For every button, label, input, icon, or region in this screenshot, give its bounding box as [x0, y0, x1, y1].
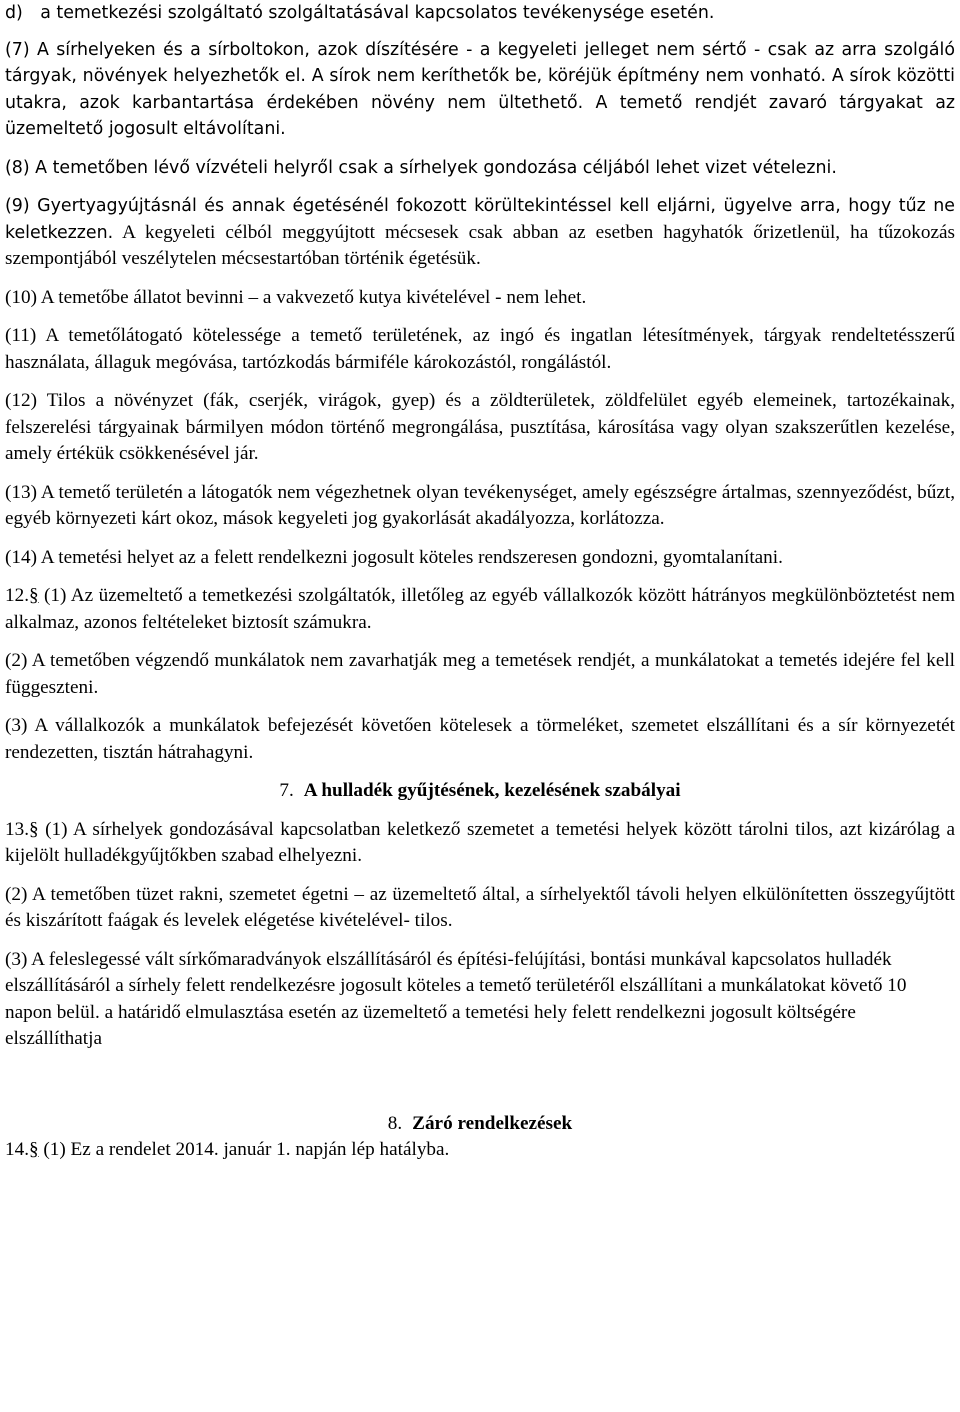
item-d: d) a temetkezési szolgáltató szolgáltatásával kapcsolatos tevékenysége esetén.: [5, 3, 715, 23]
section-12-paragraph-2: (2) A temetőben végzendő munkálatok nem zavarhatják meg a temetések rendjét, a munkálatokat a temetés idejére fel kell függeszteni.: [5, 650, 955, 698]
paragraph-11: (11) A temetőlátogató kötelessége a temető területének, az ingó és ingatlan létesítmények, tárgyak rendeltetésszerű használata, állaguk megóvása, tartózkodás bármiféle károkozástól, rongálástól.: [5, 325, 955, 373]
section-14-paragraph-1: [5, 1137, 955, 1164]
paragraph-7: (7) A sírhelyeken és a sírboltokon, azok díszítésére - a kegyeleti jelleget nem sértő - csak az arra szolgáló tárgyak, növények helyezhetők el. A sírok nem keríthetők be, köréjük építmény nem vonható. A sírok közötti utakra, azok karbantartása érdekében növény nem ültethető. A temető rendjét zavaró tárgyakat az üzemeltető jogosult eltávolítani.: [5, 39, 955, 139]
paragraph-12: (12) Tilos a növényzet (fák, cserjék, virágok, gyep) és a zöldterületek, zöldfelület egyéb elemeinek, tartozékainak, felszerelési tárgyainak bármilyen módon történő megrongálása, pusztítása, károsítása vagy olyan szakszerűtlen kezelése, amely értékük csökkenésével jár.: [5, 390, 955, 464]
section-14-p1-text: (1) Ez a rendelet 2014. január 1. napján lép hatályba.: [38, 1139, 450, 1160]
section-13-paragraph-1: [5, 817, 955, 870]
section-12-p1-text: (1) Az üzemeltető a temetkezési szolgáltatók, illetőleg az egyéb vállalkozók között hátrányos megkülönböztetést nem alkalmaz, azonos feltételeket biztosít számukra.: [5, 585, 955, 633]
chapter-8-number: 8.: [387, 1112, 403, 1134]
chapter-7-number: 7.: [279, 780, 294, 801]
section-13-paragraph-3: (3) A feleslegessé vált sírkőmaradványok elszállításáról és építési-felújítási, bontási munkával kapcsolatos hulladék elszállításáról a sírhely felett rendelkezésre jogosult köteles a temető területéről elszállítani a munkálatokat követő 10 napon belül. a határidő elmulasztása esetén az üzemeltető a temetési hely felett rendelkezni jogosult költségére elszállíthatja: [5, 948, 907, 1049]
paragraph-13: (13) A temető területén a látogatók nem végezhetnek olyan tevékenységet, amely egészségre ártalmas, szennyeződést, bűzt, egyéb környezeti kárt okoz, mások kegyeleti jog gyakorlását akadályozza, korlátozza.: [5, 481, 955, 529]
section-13-number: 13.: [5, 818, 29, 840]
spacer: [5, 1065, 955, 1111]
paragraph-9-sentence-2: A kegyeleti célból meggyújtott mécsesek csak abban az esetben hagyhatók őrizetlenül, ha tűzokozás szempontjából veszélytelen mécsestartóban történik égetésük.: [5, 221, 955, 269]
section-12-paragraph-3: (3) A vállalkozók a munkálatok befejezését követően kötelesek a törmeléket, szemetet elszállítani és a sír környezetét rendezetten, tisztán hátrahagyni.: [5, 715, 955, 763]
document-page: [5, 0, 955, 1176]
paragraph-9-sentence-1: (9) Gyertyagyújtásnál és annak égetésénél fokozott körültekintéssel kell eljárni, ügyelve arra, hogy tűz ne keletkezzen.: [5, 196, 955, 243]
paragraph-9: [5, 193, 955, 273]
chapter-8-heading: [5, 1111, 955, 1138]
section-13-p1-text: (1) A sírhelyek gondozásával kapcsolatban keletkező szemetet a temetési helyek között tárolni tilos, azt kizárólag a kijelölt hulladékgyűjtőkben szabad elhelyezni.: [5, 818, 955, 866]
paragraph-8: (8) A temetőben lévő vízvételi helyről csak a sírhelyek gondozása céljából lehet vizet vételezni.: [5, 157, 837, 178]
section-12-paragraph-1: [5, 583, 955, 636]
chapter-8-title: Záró rendelkezések: [412, 1112, 573, 1134]
section-12-number: 12.: [5, 585, 29, 606]
paragraph-10: (10) A temetőbe állatot bevinni – a vakvezető kutya kivételével - nem lehet.: [5, 286, 587, 308]
section-12-mark: §: [28, 585, 39, 606]
chapter-7-title: A hulladék gyűjtésének, kezelésének szabályai: [303, 780, 681, 801]
section-13-paragraph-2: (2) A temetőben tüzet rakni, szemetet égetni – az üzemeltető által, a sírhelyektől távoli helyen elkülönítetten összegyűjtött és kiszárított faágak és levelek elégetése kivételével- tilos.: [5, 883, 955, 931]
section-14-number: 14.: [5, 1139, 29, 1160]
section-14-mark: §: [28, 1139, 39, 1160]
section-13-mark: §: [28, 818, 39, 840]
paragraph-14: (14) A temetési helyet az a felett rendelkezni jogosult köteles rendszeresen gondozni, gyomtalanítani.: [5, 546, 783, 568]
chapter-7-heading: [5, 778, 955, 805]
